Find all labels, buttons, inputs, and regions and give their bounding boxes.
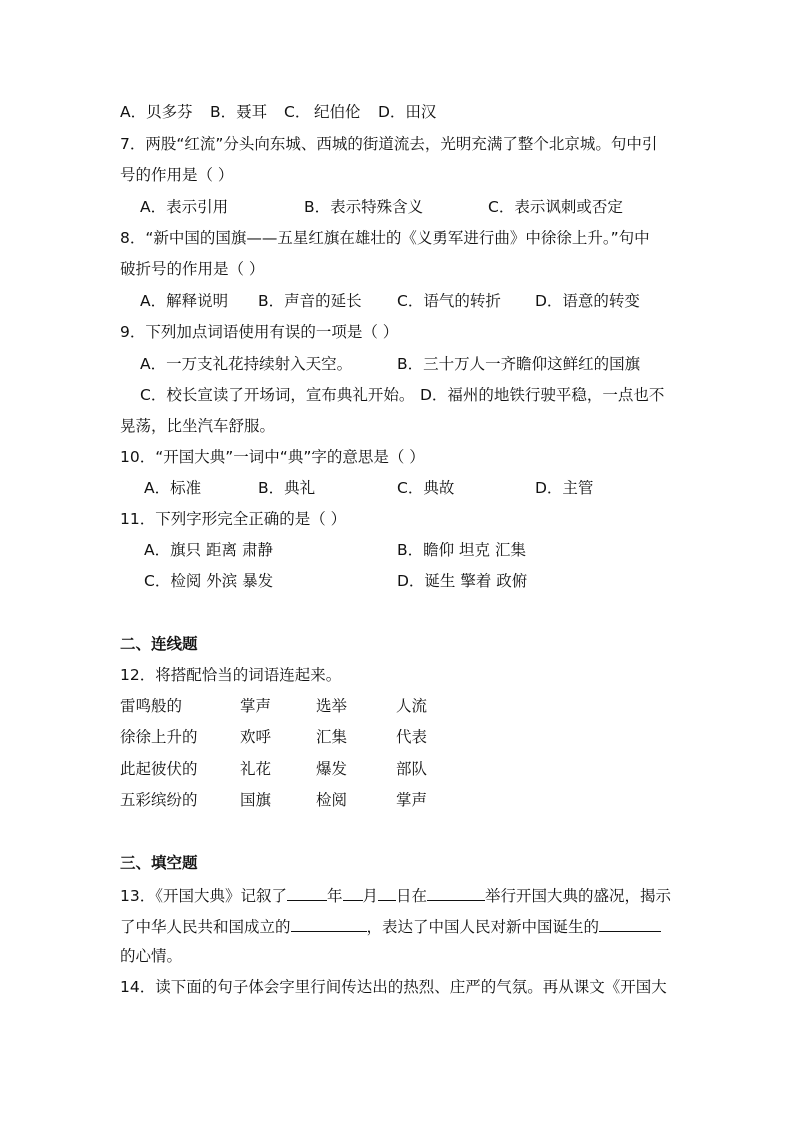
q13-text: 月 xyxy=(362,887,379,905)
section-two-title: 二、连线题 xyxy=(120,635,198,653)
q7-option-c: C．表示讽刺或否定 xyxy=(488,198,623,216)
q8-option-d: D．语意的转变 xyxy=(535,292,640,310)
matching-word: 此起彼伏的 xyxy=(120,760,198,778)
matching-word: 国旗 xyxy=(240,791,272,809)
q11-option-a: A．旗只 距离 肃静 xyxy=(144,541,273,559)
q7-option-b: B．表示特殊含义 xyxy=(304,198,424,216)
section-three-title: 三、填空题 xyxy=(120,854,198,872)
q13-text: 日在 xyxy=(396,887,428,905)
q6-option-d: D．田汉 xyxy=(378,103,437,121)
q8-question-line1: 8．“新中国的国旗——五星红旗在雄壮的《义勇军进行曲》中徐徐上升。”句中 xyxy=(120,229,650,247)
matching-word: 掌声 xyxy=(240,697,272,715)
matching-word: 礼花 xyxy=(240,760,272,778)
q8-option-b: B．声音的延长 xyxy=(258,292,362,310)
month-blank[interactable] xyxy=(343,884,363,901)
year-blank[interactable] xyxy=(287,884,327,901)
q6-option-a: A．贝多芬 xyxy=(120,103,193,121)
q8-option-a: A．解释说明 xyxy=(140,292,229,310)
q6-option-c-text: 纪伯伦 xyxy=(314,103,361,121)
matching-word: 部队 xyxy=(396,760,428,778)
matching-word: 代表 xyxy=(396,728,428,746)
matching-word: 五彩缤纷的 xyxy=(120,791,198,809)
q9-option-c: C．校长宣读了开场词，宣布典礼开始。 xyxy=(140,386,415,404)
q10-option-a: A．标准 xyxy=(144,479,202,497)
matching-word: 人流 xyxy=(396,697,428,715)
q13-line3: 的心情。 xyxy=(120,947,183,965)
q6-option-b: B．聂耳 xyxy=(210,103,268,121)
q8-question-line2: 破折号的作用是（ ） xyxy=(120,260,265,278)
matching-word: 掌声 xyxy=(396,791,428,809)
q10-option-d: D．主管 xyxy=(535,479,594,497)
day-blank[interactable] xyxy=(378,884,396,901)
q13-text: 13．《开国大典》记叙了 xyxy=(120,887,287,905)
matching-word: 欢呼 xyxy=(240,728,272,746)
q7-question-line1: 7．两股“红流”分头向东城、西城的街道流去，光明充满了整个北京城。句中引 xyxy=(120,135,658,153)
q13-text: 年 xyxy=(326,887,343,905)
significance-blank[interactable] xyxy=(291,915,367,932)
q11-option-b: B．瞻仰 坦克 汇集 xyxy=(397,541,526,559)
matching-word: 徐徐上升的 xyxy=(120,728,198,746)
q13-text: 了中华人民共和国成立的 xyxy=(120,918,291,936)
q9-option-b: B．三十万人一齐瞻仰这鲜红的国旗 xyxy=(397,355,641,373)
q9-option-d-continued: 晃荡，比坐汽车舒服。 xyxy=(120,417,276,435)
q9-question: 9．下列加点词语使用有误的一项是（ ） xyxy=(120,323,399,341)
q6-option-c-label: C． xyxy=(284,103,311,121)
q8-option-c: C．语气的转折 xyxy=(397,292,501,310)
place-blank[interactable] xyxy=(427,884,485,901)
q13-line1 xyxy=(120,884,671,906)
q10-option-c: C．典故 xyxy=(397,479,455,497)
q9-option-a: A．一万支礼花持续射入天空。 xyxy=(140,355,353,373)
feeling-blank[interactable] xyxy=(599,915,661,932)
matching-word: 汇集 xyxy=(316,728,348,746)
q13-text: 举行开国大典的盛况，揭示 xyxy=(485,887,672,905)
matching-word: 爆发 xyxy=(316,760,348,778)
q11-question: 11．下列字形完全正确的是（ ） xyxy=(120,510,347,528)
q7-question-line2: 号的作用是（ ） xyxy=(120,166,234,184)
q14-question: 14．读下面的句子体会字里行间传达出的热烈、庄严的气氛。再从课文《开国大 xyxy=(120,978,667,996)
q10-question: 10．“开国大典”一词中“典”字的意思是（ ） xyxy=(120,448,425,466)
q12-question: 12．将搭配恰当的词语连起来。 xyxy=(120,666,342,684)
matching-word: 雷鸣般的 xyxy=(120,697,183,715)
q11-option-d: D．诞生 擎着 政俯 xyxy=(397,572,528,590)
q13-line2 xyxy=(120,915,661,937)
matching-word: 选举 xyxy=(316,697,348,715)
q9-option-d: D．福州的地铁行驶平稳，一点也不 xyxy=(420,386,665,404)
q10-option-b: B．典礼 xyxy=(258,479,316,497)
matching-word: 检阅 xyxy=(316,791,348,809)
q11-option-c: C．检阅 外滨 暴发 xyxy=(144,572,274,590)
q7-option-a: A．表示引用 xyxy=(140,198,229,216)
q13-text: ，表达了中国人民对新中国诞生的 xyxy=(366,918,600,936)
